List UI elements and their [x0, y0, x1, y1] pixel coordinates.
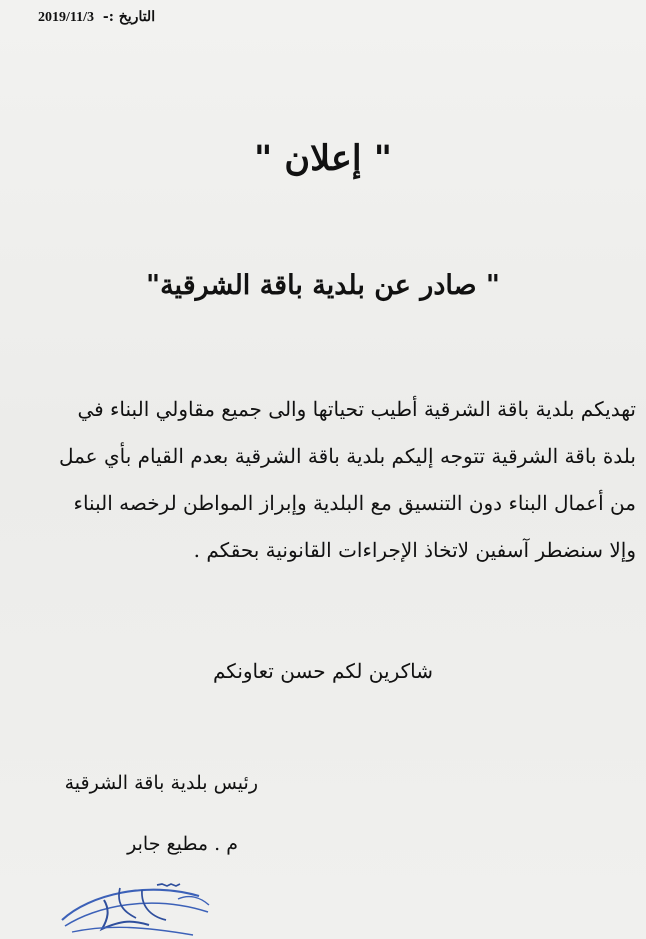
thanks-line: شاكرين لكم حسن تعاونكم — [212, 659, 434, 683]
date-line — [38, 9, 155, 26]
body-line: من أعمال البناء دون التنسيق مع البلدية وإبراز المواطن لرخصه البناء — [73, 491, 636, 515]
notice-title: " إعلان " — [253, 138, 393, 179]
body-line: بلدة باقة الشرقية تتوجه إليكم بلدية باقة الشرقية بعدم القيام بأي عمل — [58, 444, 636, 468]
body-line: تهديكم بلدية باقة الشرقية أطيب تحياتها والى جميع مقاولي البناء في — [77, 397, 636, 421]
notice-body — [10, 386, 636, 574]
signature-title: رئيس بلدية باقة الشرقية — [64, 772, 258, 794]
signature-name: م . مطيع جابر — [127, 833, 238, 855]
date-label: التاريخ :- — [102, 9, 156, 25]
notice-subtitle: " صادر عن بلدية باقة الشرقية" — [146, 270, 500, 301]
body-line: وإلا سنضطر آسفين لاتخاذ الإجراءات القانونية بحقكم . — [193, 538, 636, 562]
stamp-signature-icon — [48, 876, 218, 939]
date-value: 2019/11/3 — [38, 10, 95, 25]
signature-block — [38, 768, 258, 859]
